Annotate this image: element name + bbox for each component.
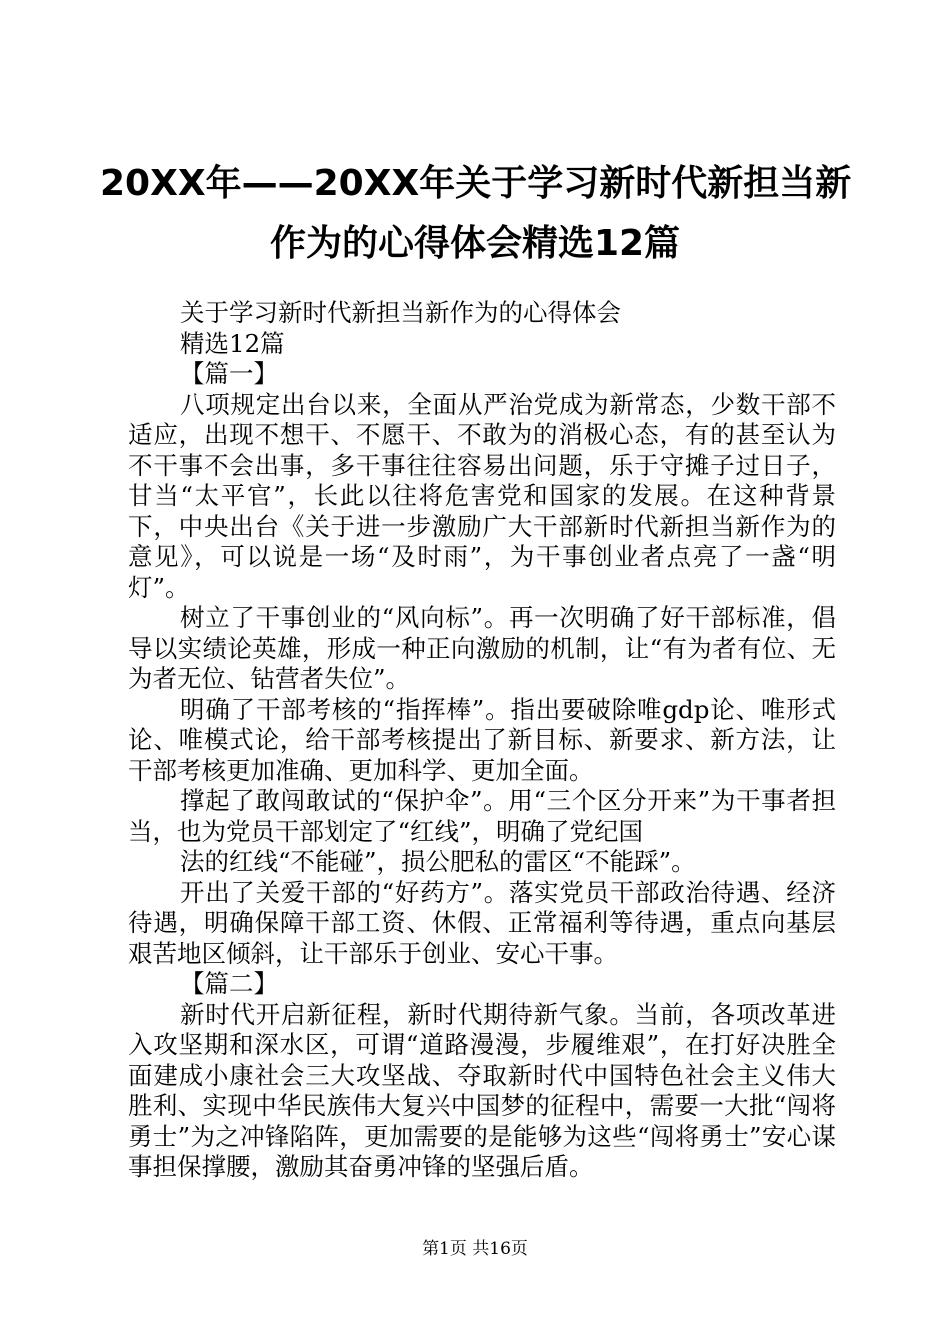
- paragraph: 树立了干事创业的“风向标”。再一次明确了好干部标准，倡导以实绩论英雄，形成一种正向激励的机制，让“有为者有位、无为者无位、钻营者失位”。: [128, 603, 836, 693]
- paragraph: 开出了关爱干部的“好药方”。落实党员干部政治待遇、经济待遇，明确保障干部工资、休假、正常福利等待遇，重点向基层艰苦地区倾斜，让干部乐于创业、安心干事。: [128, 877, 836, 968]
- subtitle-line-1: 关于学习新时代新担当新作为的心得体会: [180, 298, 621, 327]
- document-title-line-2: 作为的心得体会精选12篇: [269, 223, 681, 264]
- paragraph: 八项规定出台以来，全面从严治党成为新常态，少数干部不适应，出现不想干、不愿干、不敢为的消极心态，有的甚至认为不干事不会出事，多干事往往容易出问题，乐于守摊子过日子，甘当“太平官”，长此以往将危害党和国家的发展。在这种背景下，中央出台《关于进一步激励广大干部新时代新担当新作为的意见》，可以说是一场“及时雨”，为干事创业者点亮了一盏“明灯”。: [128, 389, 836, 602]
- paragraph-continued: 法的红线“不能碰”，损公肥私的雷区“不能踩”。: [180, 847, 696, 876]
- section-heading-2: 【篇二】: [180, 969, 278, 998]
- subtitle-line-2: 精选12篇: [180, 328, 285, 358]
- section-heading-1: 【篇一】: [180, 359, 278, 388]
- document-title-line-1: 20XX年——20XX年关于学习新时代新担当新: [100, 163, 852, 204]
- paragraph: 明确了干部考核的“指挥棒”。指出要破除唯gdp论、唯形式论、唯模式论，给干部考核提出了新目标、新要求、新方法，让干部考核更加准确、更加科学、更加全面。: [128, 694, 836, 785]
- document-body: [128, 298, 836, 1183]
- paragraph: 撑起了敢闯敢试的“保护伞”。用“三个区分开来”为干事者担当，也为党员干部划定了“红线”，明确了党纪国: [128, 786, 836, 846]
- paragraph: 新时代开启新征程，新时代期待新气象。当前，各项改革进入攻坚期和深水区，可谓“道路漫漫，步履维艰”，在打好决胜全面建成小康社会三大攻坚战、夺取新时代中国特色社会主义伟大胜利、实现中华民族伟大复兴中国梦的征程中，需要一大批“闯将勇士”为之冲锋陷阵，更加需要的是能够为这些“闯将勇士”安心谋事担保撑腰，激励其奋勇冲锋的坚强后盾。: [128, 999, 836, 1181]
- page-footer: 第1页 共16页: [422, 1239, 528, 1259]
